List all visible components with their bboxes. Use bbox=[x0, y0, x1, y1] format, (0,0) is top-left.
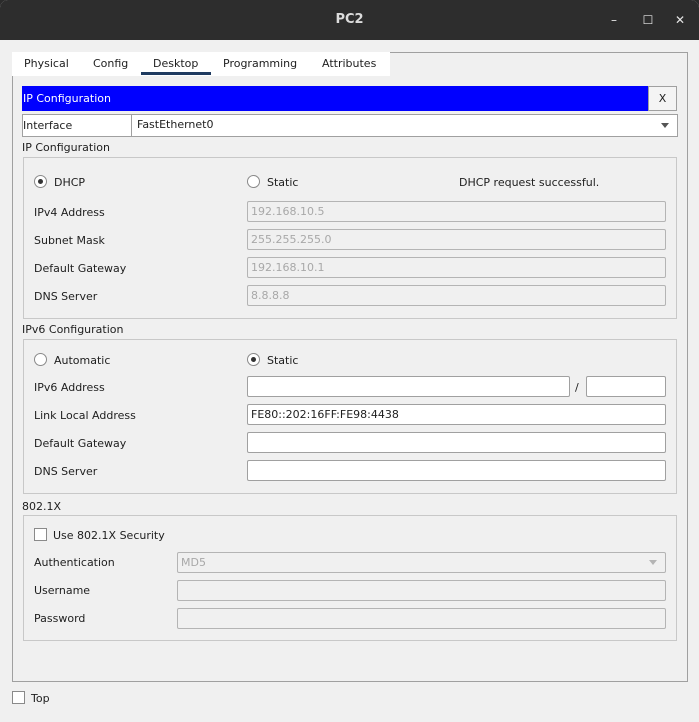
authentication-value: MD5 bbox=[181, 556, 206, 569]
ipv4-dns-field[interactable]: 8.8.8.8 bbox=[247, 285, 666, 306]
top-checkbox[interactable] bbox=[12, 691, 25, 704]
prefix-separator: / bbox=[575, 381, 579, 394]
username-label: Username bbox=[34, 584, 91, 597]
close-icon[interactable]: ✕ bbox=[674, 13, 686, 27]
ipv4-gateway-label: Default Gateway bbox=[34, 262, 127, 275]
ipv4-gateway-field[interactable]: 192.168.10.1 bbox=[247, 257, 666, 278]
ipv6-dns-label: DNS Server bbox=[34, 465, 98, 478]
ipv6-gateway-field[interactable] bbox=[247, 432, 666, 453]
ipv6-prefix-field[interactable] bbox=[586, 376, 666, 397]
chevron-down-icon bbox=[661, 123, 669, 128]
username-field[interactable] bbox=[177, 580, 666, 601]
dhcp-label: DHCP bbox=[54, 176, 86, 189]
tab-config[interactable]: Config bbox=[93, 57, 129, 70]
active-tab-indicator bbox=[141, 72, 211, 75]
static-ipv4-label: Static bbox=[267, 176, 299, 189]
interface-label: Interface bbox=[23, 119, 73, 132]
link-local-label: Link Local Address bbox=[34, 409, 136, 422]
ipv4-address-field[interactable]: 192.168.10.5 bbox=[247, 201, 666, 222]
tab-physical[interactable]: Physical bbox=[24, 57, 69, 70]
ipv6-static-label: Static bbox=[267, 354, 299, 367]
ipv6-static-radio[interactable] bbox=[247, 353, 260, 366]
ipv6-automatic-label: Automatic bbox=[54, 354, 111, 367]
ipv6-address-field[interactable] bbox=[247, 376, 570, 397]
tab-programming[interactable]: Programming bbox=[223, 57, 298, 70]
ipv6-automatic-radio[interactable] bbox=[34, 353, 47, 366]
title-bar[interactable] bbox=[0, 0, 699, 40]
window-title: PC2 bbox=[335, 12, 364, 27]
authentication-select[interactable] bbox=[177, 552, 666, 573]
use-dot1x-checkbox[interactable] bbox=[34, 528, 47, 541]
use-dot1x-label: Use 802.1X Security bbox=[53, 529, 165, 542]
interface-select[interactable] bbox=[131, 115, 677, 136]
app-title-bar bbox=[22, 86, 648, 111]
ipv4-dns-label: DNS Server bbox=[34, 290, 98, 303]
authentication-label: Authentication bbox=[34, 556, 115, 569]
password-field[interactable] bbox=[177, 608, 666, 629]
ipv4-section-label: IP Configuration bbox=[22, 141, 110, 154]
maximize-icon[interactable]: ☐ bbox=[642, 13, 654, 27]
dhcp-status: DHCP request successful. bbox=[459, 176, 600, 189]
close-app-button[interactable]: X bbox=[648, 86, 677, 111]
top-label: Top bbox=[31, 692, 50, 705]
chevron-down-icon bbox=[649, 560, 657, 565]
ipv6-dns-field[interactable] bbox=[247, 460, 666, 481]
static-ipv4-radio[interactable] bbox=[247, 175, 260, 188]
minimize-icon[interactable]: – bbox=[611, 13, 617, 27]
app-title: IP Configuration bbox=[23, 92, 111, 105]
ipv6-gateway-label: Default Gateway bbox=[34, 437, 127, 450]
dot1x-section-label: 802.1X bbox=[22, 500, 62, 513]
password-label: Password bbox=[34, 612, 86, 625]
subnet-mask-field[interactable]: 255.255.255.0 bbox=[247, 229, 666, 250]
tab-attributes[interactable]: Attributes bbox=[322, 57, 377, 70]
link-local-field[interactable]: FE80::202:16FF:FE98:4438 bbox=[247, 404, 666, 425]
subnet-mask-label: Subnet Mask bbox=[34, 234, 105, 247]
ipv4-address-label: IPv4 Address bbox=[34, 206, 105, 219]
interface-value: FastEthernet0 bbox=[137, 118, 214, 131]
dhcp-radio[interactable] bbox=[34, 175, 47, 188]
ipv6-address-label: IPv6 Address bbox=[34, 381, 105, 394]
ipv6-section-label: IPv6 Configuration bbox=[22, 323, 124, 336]
tab-desktop[interactable]: Desktop bbox=[153, 57, 199, 70]
